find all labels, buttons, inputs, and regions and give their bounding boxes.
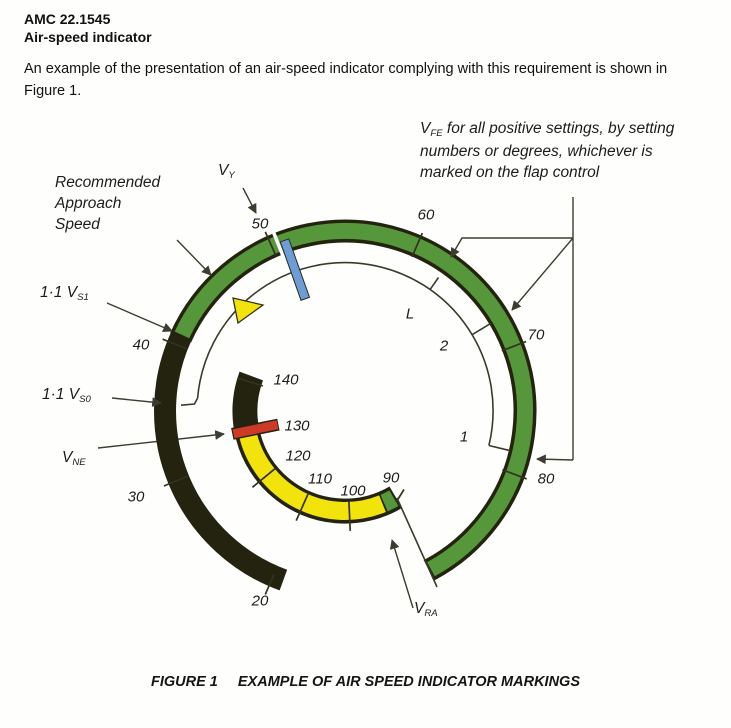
figure-title: EXAMPLE OF AIR SPEED INDICATOR MARKINGS [237,674,580,690]
flap-scale-end-hook [181,398,198,405]
figure-number: FIGURE 1 [151,674,218,690]
speed-label-20: 20 [251,592,269,610]
flap-label-landing: L [405,305,415,323]
vs1-arrow [107,303,172,331]
doc-title: Air-speed indicator [24,29,152,45]
vra-arrow [392,540,413,608]
doc-reference: AMC 22.1545 [24,11,111,27]
flap-label-1: 1 [459,428,469,446]
speed-label-90: 90 [382,469,400,487]
vy-arrow [243,188,256,213]
flap-tick-2 [472,323,491,334]
inner-band-outline [245,376,396,511]
intro-line-1: An example of the presentation of an air-speed indicator complying with this requirement is shown in [24,61,668,77]
speed-label-30: 30 [127,488,145,506]
vs1-annotation: 1·1 $V_{S1}$ [40,284,89,303]
speed-label-50: 50 [251,215,269,233]
intro-paragraph [24,58,667,102]
airspeed-indicator-figure [0,110,731,660]
approach-speed-triangle [233,298,263,323]
figure-caption [0,674,731,690]
vs0-arrow [112,398,161,403]
inner-green-segment [384,498,394,503]
vfe-arrow-middle [512,238,573,310]
speed-label-120: 120 [285,447,311,465]
vne-annotation: $V_{NE}$ [62,449,86,468]
speed-label-140: 140 [273,371,299,389]
speed-label-40: 40 [132,336,150,354]
doc-heading [24,10,152,46]
vfe-annotation: $V_{FE}$ for all positive settings, by setting numbers or degrees, whichever is marked on the flap control [420,120,675,181]
flap-tick-landing [430,278,439,290]
speed-label-60: 60 [417,206,435,224]
recommended-approach-arrow [177,240,211,275]
vs0-annotation: 1·1 $V_{S0}$ [42,386,91,405]
vfe-arrow-lower [537,459,573,460]
speed-label-100: 100 [340,482,366,500]
speed-label-70: 70 [527,326,545,344]
vfe-arrow-upper [451,238,573,257]
intro-line-2: Figure 1. [24,83,82,99]
speed-label-110: 110 [308,470,332,488]
vy-annotation: $V_Y$ [218,162,235,181]
flap-tick-1 [489,446,510,451]
flap-label-2: 2 [439,337,449,355]
recommended-approach-annotation: Recommended Approach Speed [55,174,161,233]
speed-label-80: 80 [537,470,555,488]
vra-annotation: $V_{RA}$ [414,600,438,619]
speed-label-130: 130 [284,417,310,435]
